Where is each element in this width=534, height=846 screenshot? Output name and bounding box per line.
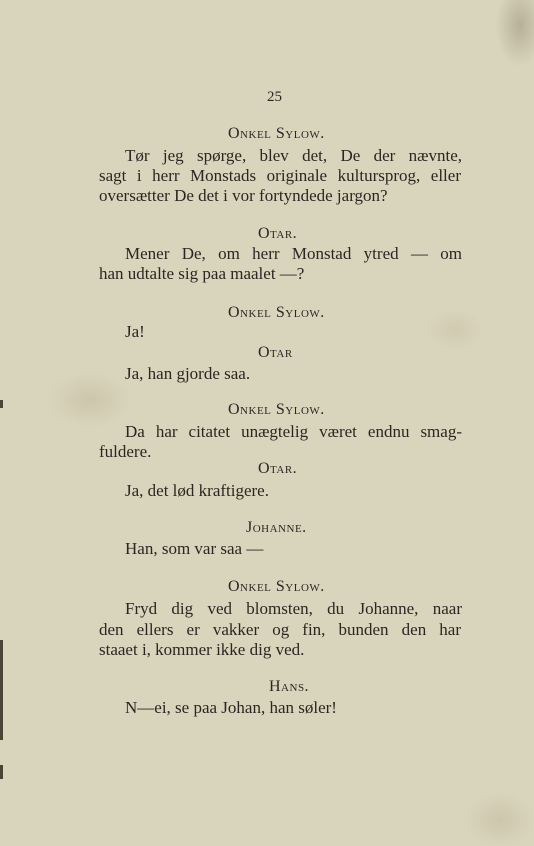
page-number: 25 [267,89,282,105]
speaker-name: Otar. [258,225,298,242]
edge-mark [0,640,3,740]
dialogue-line: Ja, det lød kraftigere. [125,481,269,500]
dialogue-line: staaet i, kommer ikke dig ved. [99,640,305,659]
speaker-name: Otar [258,344,293,361]
dialogue-line: den ellers er vakker og fin, bunden den har [99,620,461,639]
dialogue-line: oversætter De det i vor fortyndede jargon? [99,186,388,205]
dialogue-line: Han, som var saa — [125,539,264,558]
speaker-name: Onkel Sylow. [228,304,325,321]
dialogue-line: Fryd dig ved blomsten, du Johanne, naar [125,599,462,618]
dialogue-line: N—ei, se paa Johan, han søler! [125,698,337,717]
speaker-name: Otar. [258,460,298,477]
dialogue-line: Tør jeg spørge, blev det, De der nævnte, [125,146,462,165]
dialogue-line: sagt i herr Monstads originale kultursprog, eller [99,166,461,185]
edge-mark [0,400,3,408]
dialogue-line: Ja, han gjorde saa. [125,364,251,383]
speaker-name: Onkel Sylow. [228,578,325,595]
dialogue-line: han udtalte sig paa maalet —? [99,264,305,283]
dialogue-line: Ja! [125,322,145,341]
speaker-name: Onkel Sylow. [228,125,325,142]
speaker-name: Hans. [269,678,310,695]
edge-mark [0,765,3,779]
speaker-name: Onkel Sylow. [228,401,325,418]
dialogue-line: fuldere. [99,442,152,461]
dialogue-line: Da har citatet unægtelig været endnu smag- [125,422,462,441]
speaker-name: Johanne. [246,519,307,536]
dialogue-line: Mener De, om herr Monstad ytred — om [125,244,462,263]
